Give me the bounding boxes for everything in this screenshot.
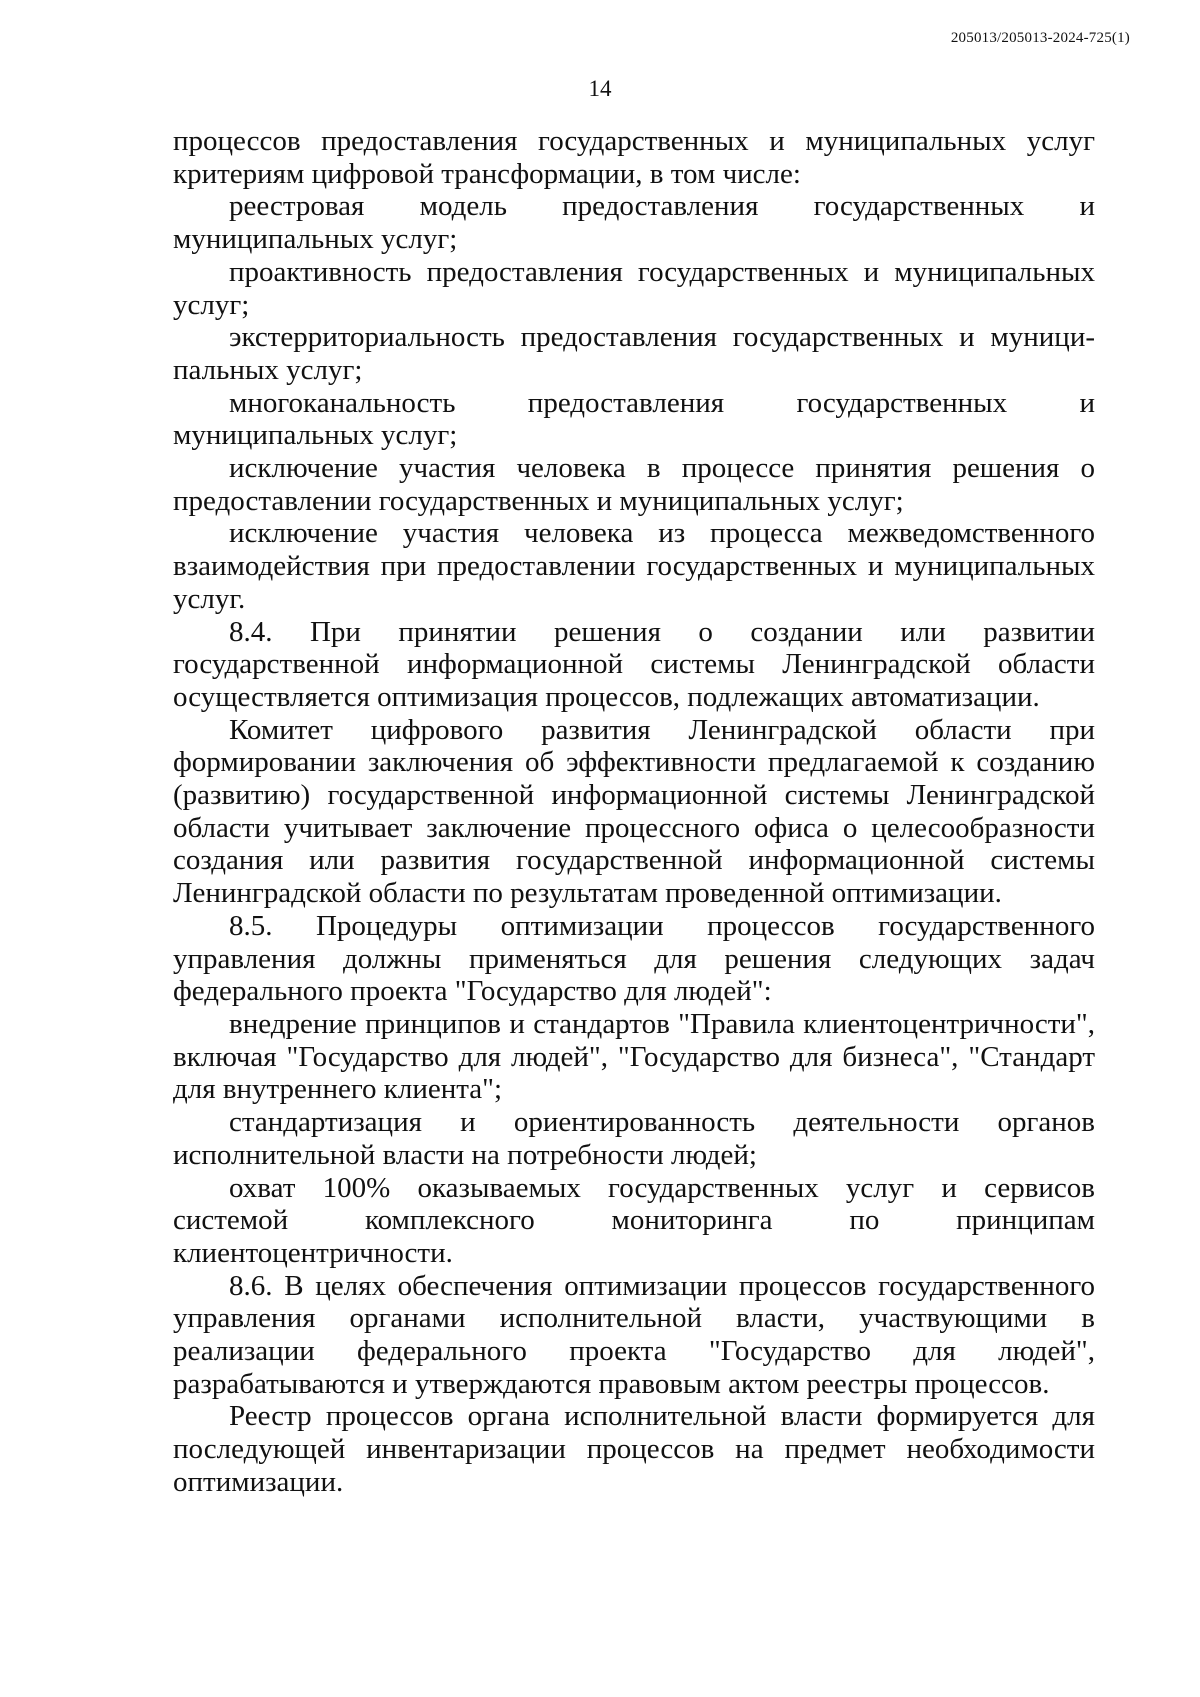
paragraph-8-4: 8.4. При принятии решения о создании или развитии государственной информационной системы Ленинградской области осуществляется оптимизация процессов, подлежащих автоматизации. [173, 615, 1095, 713]
list-item-standardization: стандартизация и ориентированность деятельности органов исполнительной власти на потребности людей; [173, 1106, 1095, 1171]
list-item-client-centricity: внедрение принципов и стандартов "Правила клиентоцентричности", включая "Государство для людей", "Государство для бизнеса", "Стандарт для внутреннего клиента"; [173, 1007, 1095, 1106]
paragraph-8-5: 8.5. Процедуры оптимизации процессов государственного управления должны применяться для решения следующих задач федерального проекта "Государство для людей": [173, 909, 1095, 1008]
list-item-extraterritoriality: экстерриториальность предоставления государственных и муници-пальных услуг; [173, 321, 1095, 386]
list-item-monitoring-coverage: охват 100% оказываемых государственных услуг и сервисов системой комплексного мониторинга по принципам клиентоцентричности. [173, 1171, 1095, 1269]
list-item-multichannel: многоканальность предоставления государственных и муниципальных услуг; [173, 386, 1095, 452]
paragraph-8-6: 8.6. В целях обеспечения оптимизации процессов государственного управления органами исполнительной власти, участвующими в реализации федерального проекта "Государство для людей", разрабатываются и утверждаются правовым актом реестры процессов. [173, 1269, 1095, 1400]
list-item-proactivity: проактивность предоставления государственных и муниципальных услуг; [173, 255, 1095, 321]
list-item-registry-model: реестровая модель предоставления государственных и муниципальных услуг; [173, 190, 1095, 256]
paragraph-committee: Комитет цифрового развития Ленинградской области при формировании заключения об эффективности предлагаемой к созданию (развитию) государственной информационной системы Ленинградской области учитывает заключение процессного офиса о целесообразности создания или развития государственной информационной системы Ленинградской области по результатам проведенной оптимизации. [173, 713, 1095, 910]
list-item-exclude-human-interagency: исключение участия человека из процесса межведомственного взаимодействия при предоставлении государственных и муниципальных услуг. [173, 517, 1095, 615]
page-number: 14 [588, 76, 612, 101]
document-body [173, 125, 1095, 1499]
paragraph-registry: Реестр процессов органа исполнительной власти формируется для последующей инвентаризации процессов на предмет необходимости оптимизации. [173, 1400, 1095, 1498]
paragraph-continuation: процессов предоставления государственных и муниципальных услуг критериям цифровой трансформации, в том числе: [173, 125, 1095, 190]
list-item-exclude-human-decision: исключение участия человека в процессе принятия решения о предоставлении государственных и муниципальных услуг; [173, 452, 1095, 517]
document-id: 205013/205013-2024-725(1) [950, 30, 1130, 46]
